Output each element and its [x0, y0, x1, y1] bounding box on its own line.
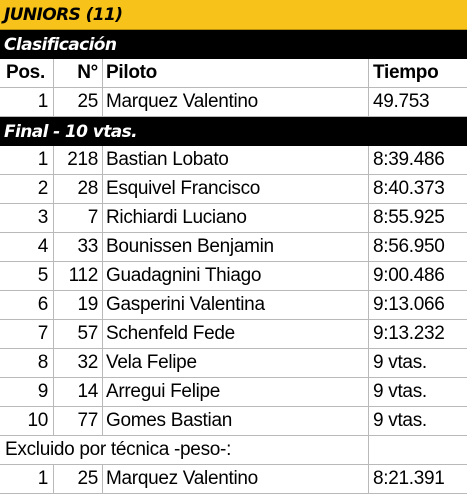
cell-driver: Vela Felipe [103, 349, 369, 377]
table-header-row [0, 59, 467, 88]
cell-pos: 3 [0, 204, 54, 232]
cell-time: 8:55.925 [373, 207, 445, 228]
cell-number: 7 [54, 204, 103, 232]
cell-driver: Gomes Bastian [103, 407, 369, 435]
excluded-note: Excluido por técnica -peso-: [0, 436, 369, 464]
final-row [0, 349, 467, 378]
qualifying-row [0, 88, 467, 117]
cell-pos: 1 [0, 146, 54, 174]
cell-driver: Marquez Valentino [103, 465, 369, 493]
cell-time: 9 vtas. [373, 410, 427, 431]
header-time: Tiempo [373, 62, 439, 83]
cell-time: 9:13.066 [373, 294, 445, 315]
cell-driver: Bastian Lobato [103, 146, 369, 174]
header-pos: Pos. [0, 59, 54, 87]
cell-driver: Esquivel Francisco [103, 175, 369, 203]
cell-time: 9:13.232 [373, 323, 445, 344]
cell-driver: Arregui Felipe [103, 378, 369, 406]
cell-pos: 10 [0, 407, 54, 435]
category-title: JUNIORS (11) [0, 0, 467, 30]
final-title: Final - 10 vtas. [0, 117, 467, 146]
qualifying-title: Clasificación [0, 30, 467, 59]
cell-driver: Guadagnini Thiago [103, 262, 369, 290]
cell-number: 218 [54, 146, 103, 174]
cell-pos: 8 [0, 349, 54, 377]
cell-pos: 9 [0, 378, 54, 406]
cell-pos: 1 [0, 465, 54, 493]
cell-time: 9 vtas. [373, 381, 427, 402]
cell-driver: Bounissen Benjamin [103, 233, 369, 261]
cell-pos: 4 [0, 233, 54, 261]
final-row [0, 291, 467, 320]
cell-driver: Marquez Valentino [103, 88, 369, 116]
final-row [0, 320, 467, 349]
cell-pos: 2 [0, 175, 54, 203]
excluded-note-row [0, 436, 467, 465]
cell-time: 9:00.486 [373, 265, 445, 286]
final-row [0, 204, 467, 233]
cell-number: 77 [54, 407, 103, 435]
cell-number: 14 [54, 378, 103, 406]
cell-number: 25 [54, 465, 103, 493]
cell-driver: Gasperini Valentina [103, 291, 369, 319]
cell-pos: 1 [0, 88, 54, 116]
cell-time: 9 vtas. [373, 352, 427, 373]
excluded-row [0, 465, 467, 494]
cell-time: 8:21.391 [373, 468, 445, 489]
cell-driver: Schenfeld Fede [103, 320, 369, 348]
cell-pos: 6 [0, 291, 54, 319]
cell-number: 112 [54, 262, 103, 290]
cell-number: 28 [54, 175, 103, 203]
cell-pos: 7 [0, 320, 54, 348]
cell-time: 8:40.373 [373, 178, 445, 199]
cell-number: 32 [54, 349, 103, 377]
final-row [0, 378, 467, 407]
final-row [0, 407, 467, 436]
excluded-note-empty-cell [369, 436, 467, 464]
final-row [0, 262, 467, 291]
final-row [0, 146, 467, 175]
final-row [0, 175, 467, 204]
final-row [0, 233, 467, 262]
header-driver: Piloto [103, 59, 369, 87]
cell-time: 8:39.486 [373, 149, 445, 170]
cell-driver: Richiardi Luciano [103, 204, 369, 232]
cell-pos: 5 [0, 262, 54, 290]
header-number: N° [54, 59, 103, 87]
cell-number: 25 [54, 88, 103, 116]
cell-time: 49.753 [373, 91, 430, 112]
cell-number: 33 [54, 233, 103, 261]
cell-number: 19 [54, 291, 103, 319]
cell-time: 8:56.950 [373, 236, 445, 257]
cell-number: 57 [54, 320, 103, 348]
